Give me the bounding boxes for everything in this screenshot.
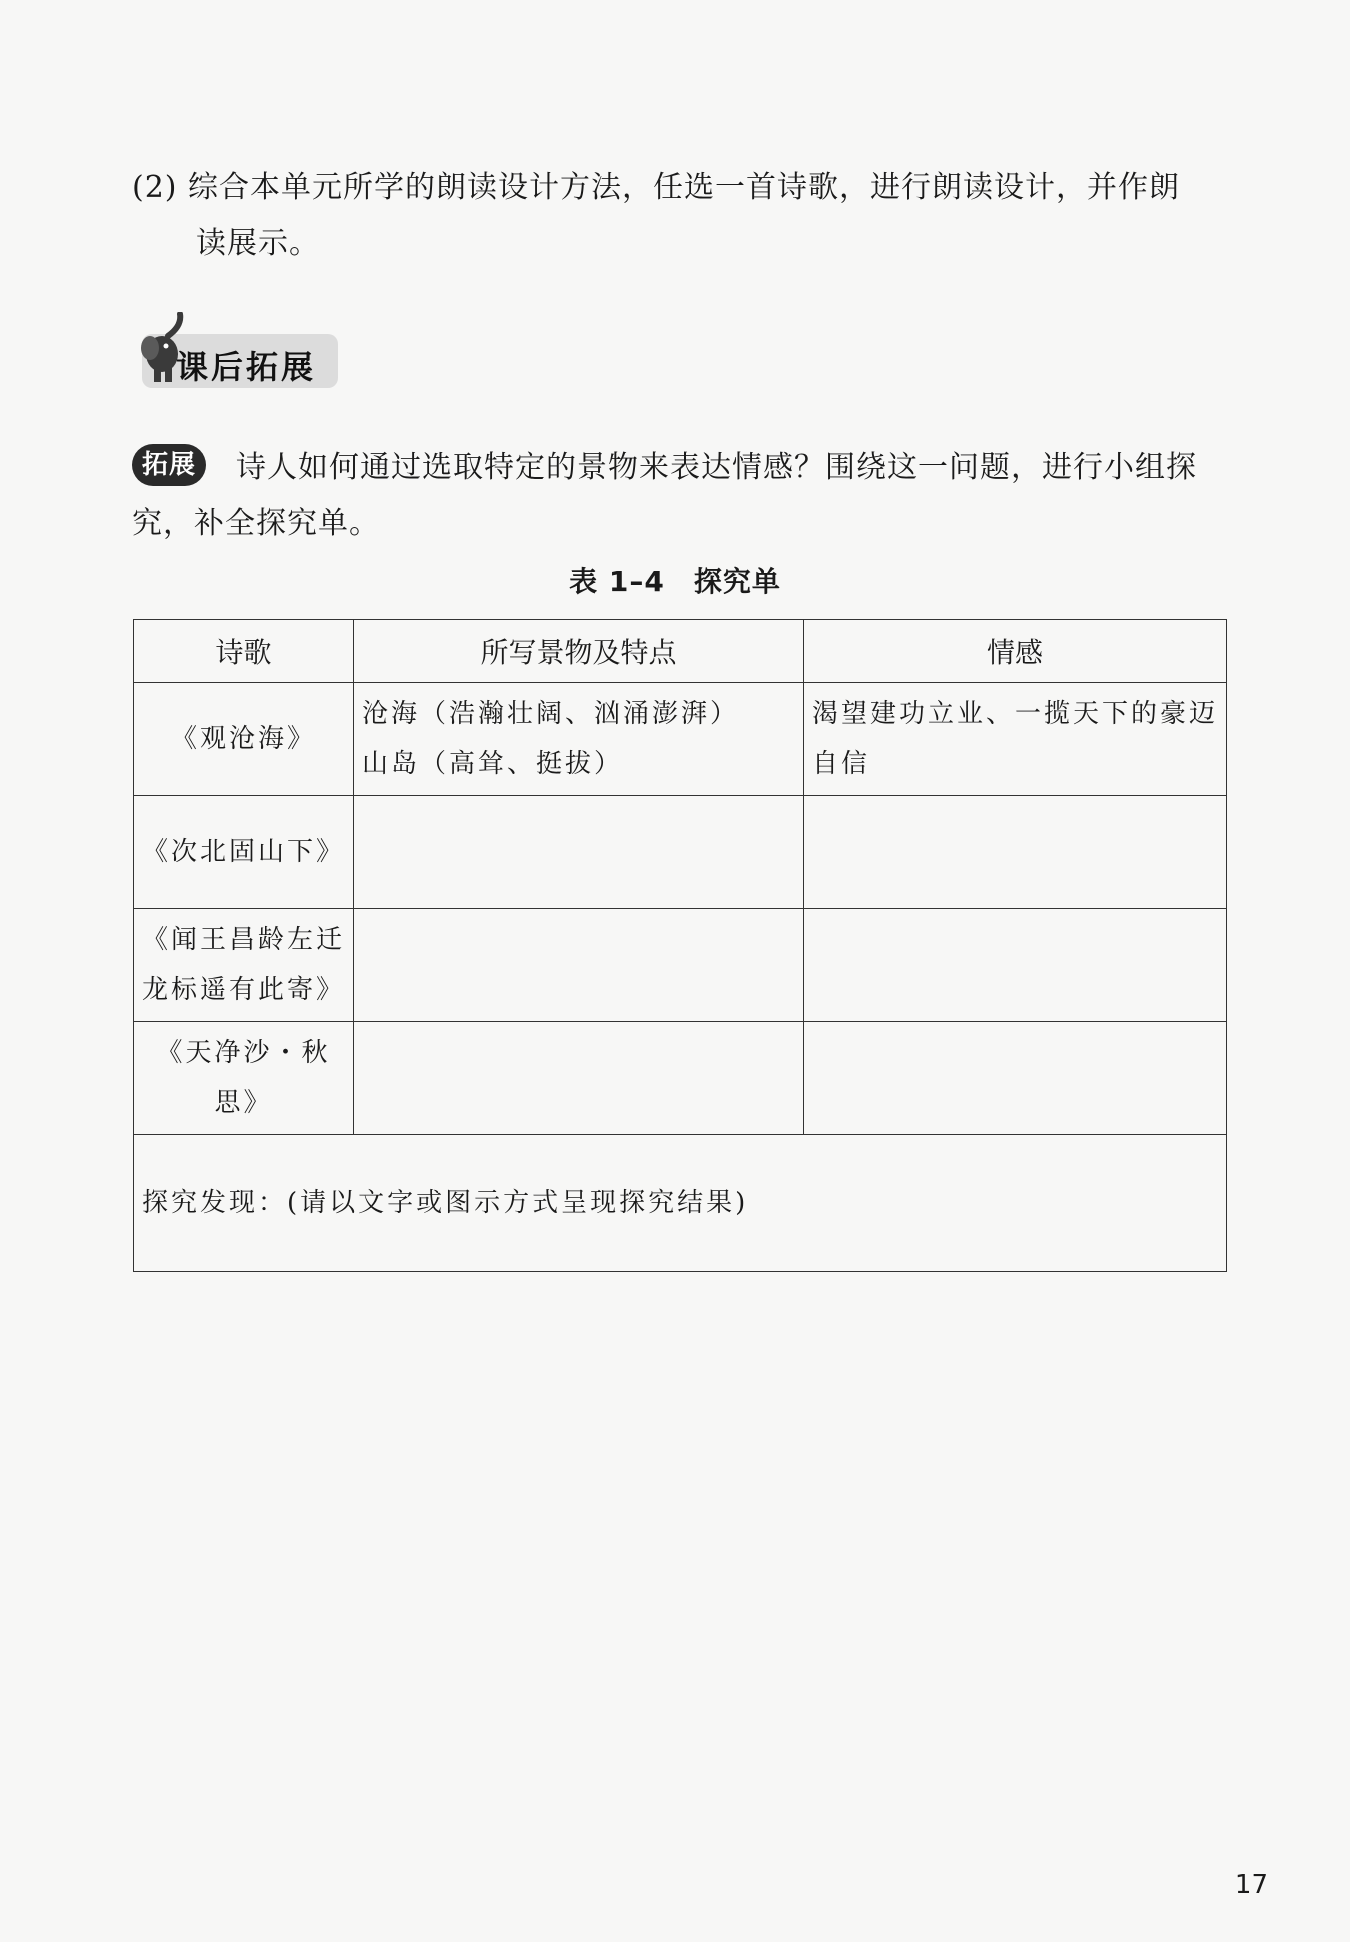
table-row (134, 909, 1227, 1022)
table-row (134, 796, 1227, 909)
finding-label: 探究发现：(请以文字或图示方式呈现探究结果) (142, 1188, 749, 1218)
expansion-tag: 拓展 (132, 444, 206, 486)
poem-cell: 《次北固山下》 (134, 796, 354, 909)
section-title: 课后拓展 (176, 348, 317, 386)
table-row (134, 683, 1227, 796)
section-header (132, 312, 342, 392)
poem-cell: 《闻王昌龄左迁龙标遥有此寄》 (134, 909, 354, 1022)
scenery-cell[interactable] (354, 909, 804, 1022)
page-number: 17 (1234, 1870, 1268, 1900)
finding-row (134, 1135, 1227, 1272)
expansion-text: 诗人如何通过选取特定的景物来表达情感？围绕这一问题，进行小组探究，补全探究单。 (132, 450, 1197, 541)
item-2-text (132, 160, 1232, 272)
table-caption: 表 1–4 探究单 (569, 565, 781, 598)
item-2-line-1: (2) 综合本单元所学的朗读设计方法，任选一首诗歌，进行朗读设计，并作朗 (132, 170, 1181, 205)
scenery-line: 沧海（浩瀚壮阔、汹涌澎湃） (362, 699, 740, 729)
poem-cell: 《观沧海》 (134, 683, 354, 796)
emotion-cell[interactable] (804, 1022, 1227, 1135)
item-2-line-2: 读展示。 (196, 226, 320, 261)
header-poem: 诗歌 (134, 620, 354, 683)
inquiry-table (133, 619, 1227, 1272)
expansion-task (132, 440, 1232, 552)
finding-cell[interactable] (134, 1135, 1227, 1272)
table-header-row (134, 620, 1227, 683)
header-emotion: 情感 (804, 620, 1227, 683)
scenery-cell[interactable] (354, 683, 804, 796)
scenery-cell[interactable] (354, 796, 804, 909)
poem-cell: 《天净沙・秋思》 (134, 1022, 354, 1135)
emotion-cell[interactable]: 渴望建功立业、一揽天下的豪迈自信 (804, 683, 1227, 796)
scenery-line: 山岛（高耸、挺拔） (362, 749, 624, 779)
emotion-cell[interactable] (804, 796, 1227, 909)
header-scenery: 所写景物及特点 (354, 620, 804, 683)
emotion-cell[interactable] (804, 909, 1227, 1022)
scenery-cell[interactable] (354, 1022, 804, 1135)
table-row (134, 1022, 1227, 1135)
